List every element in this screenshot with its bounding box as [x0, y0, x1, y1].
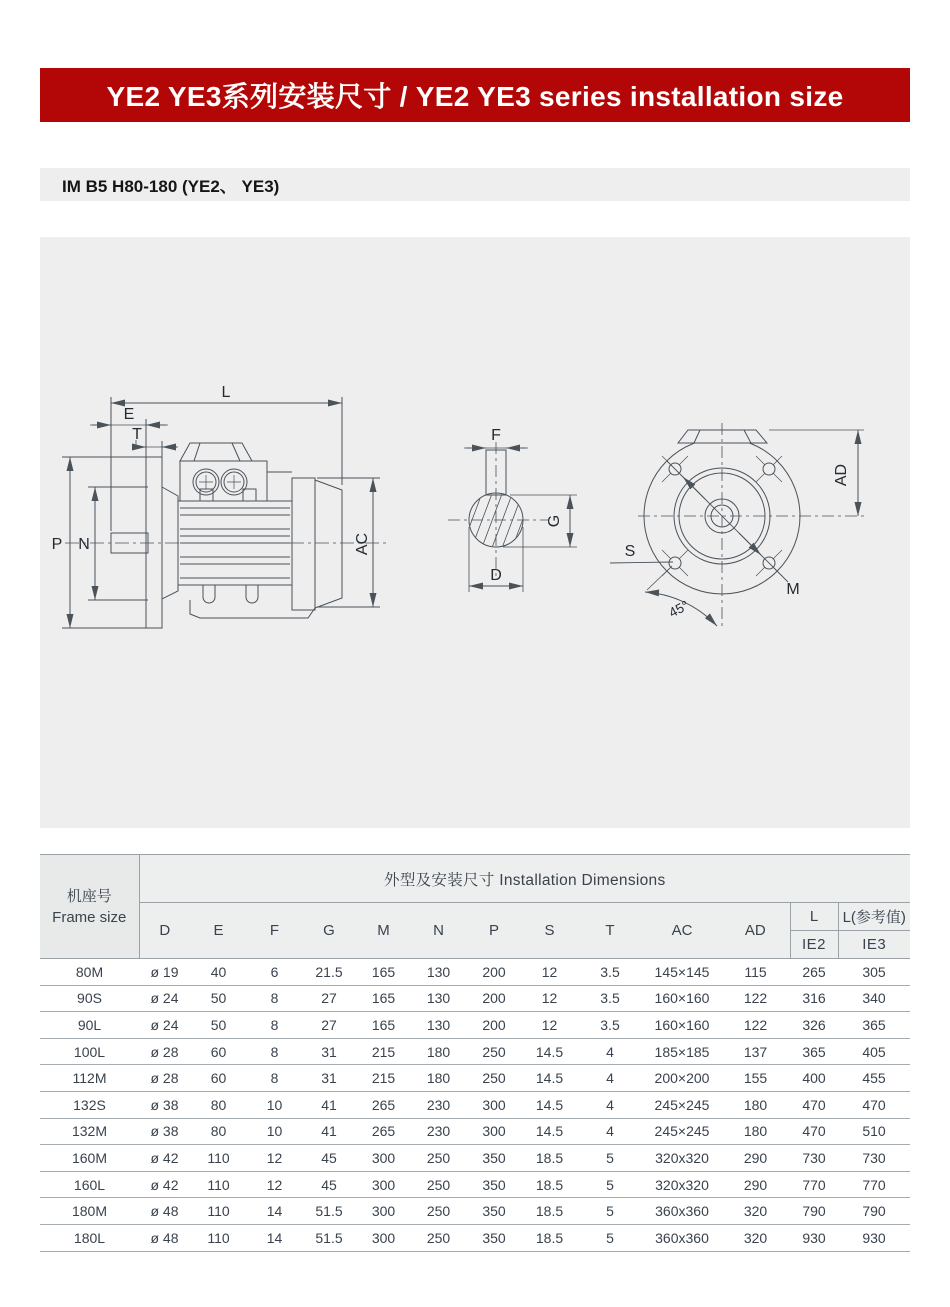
dimension-cell: ø 48 — [139, 1224, 190, 1251]
table-row — [40, 1198, 910, 1225]
frame-size-cell: 100L — [40, 1038, 139, 1065]
dim-label-E: E — [123, 406, 135, 423]
dimension-cell: 320 — [721, 1224, 790, 1251]
dimension-cell: 165 — [356, 985, 411, 1012]
dimension-cell: 10 — [247, 1118, 302, 1145]
frame-size-cell: 112M — [40, 1065, 139, 1092]
dimension-cell: 250 — [411, 1224, 466, 1251]
dimension-cell: 200 — [466, 959, 522, 986]
dimension-cell: ø 24 — [139, 1012, 190, 1039]
dimension-cell: 3.5 — [577, 1012, 643, 1039]
dimension-cell: 180 — [411, 1038, 466, 1065]
col-header-F: F — [247, 903, 302, 959]
dim-label-AC: AC — [354, 532, 371, 556]
dimension-cell: 12 — [522, 985, 577, 1012]
dimension-cell: 326 — [790, 1012, 838, 1039]
dimension-cell: 165 — [356, 1012, 411, 1039]
table-row — [40, 1118, 910, 1145]
frame-size-cell: 160L — [40, 1171, 139, 1198]
table-row — [40, 1038, 910, 1065]
installation-drawing — [40, 237, 910, 828]
dimension-cell: 45 — [302, 1145, 356, 1172]
dimension-cell: 12 — [522, 959, 577, 986]
frame-size-header — [40, 855, 139, 959]
dimension-cell: 122 — [721, 985, 790, 1012]
dimension-cell: 470 — [838, 1091, 910, 1118]
dimension-cell: 245×245 — [643, 1118, 721, 1145]
dimension-cell: 215 — [356, 1065, 411, 1092]
frame-size-cell: 132S — [40, 1091, 139, 1118]
dimension-cell: 365 — [790, 1038, 838, 1065]
dimension-cell: 230 — [411, 1118, 466, 1145]
frame-size-cell: 80M — [40, 959, 139, 986]
dimension-cell: 3.5 — [577, 959, 643, 986]
dimension-cell: 12 — [247, 1145, 302, 1172]
dimension-cell: 5 — [577, 1198, 643, 1225]
dimension-cell: 14.5 — [522, 1118, 577, 1145]
dimension-cell: 180 — [721, 1091, 790, 1118]
col-header-D: D — [139, 903, 190, 959]
dimension-cell: 12 — [247, 1171, 302, 1198]
frame-size-cell: 160M — [40, 1145, 139, 1172]
dimension-cell: ø 24 — [139, 985, 190, 1012]
dimension-cell: 300 — [356, 1145, 411, 1172]
dimension-cell: 14 — [247, 1198, 302, 1225]
dimension-cell: 130 — [411, 985, 466, 1012]
dimension-cell: 180 — [411, 1065, 466, 1092]
section-subtitle-bar — [40, 168, 910, 201]
dimension-cell: 770 — [838, 1171, 910, 1198]
dimension-cell: 5 — [577, 1171, 643, 1198]
dimension-cell: 200×200 — [643, 1065, 721, 1092]
dimension-cell: 300 — [356, 1224, 411, 1251]
dimension-cell: 790 — [790, 1198, 838, 1225]
dimension-cell: 110 — [190, 1224, 247, 1251]
frame-size-cell: 90S — [40, 985, 139, 1012]
dimension-cell: 470 — [790, 1091, 838, 1118]
dimension-cell: 50 — [190, 985, 247, 1012]
dim-label-G: G — [546, 514, 563, 528]
dimension-cell: 145×145 — [643, 959, 721, 986]
dimension-cell: 290 — [721, 1145, 790, 1172]
dimension-cell: 130 — [411, 1012, 466, 1039]
dimension-cell: ø 48 — [139, 1198, 190, 1225]
dimension-cell: 250 — [466, 1065, 522, 1092]
col-header-G: G — [302, 903, 356, 959]
col-header-E: E — [190, 903, 247, 959]
dim-label-T: T — [132, 426, 142, 443]
dimension-cell: 360x360 — [643, 1224, 721, 1251]
dimension-cell: 4 — [577, 1091, 643, 1118]
dimension-cell: 60 — [190, 1065, 247, 1092]
dimension-cell: 130 — [411, 959, 466, 986]
dimension-cell: 137 — [721, 1038, 790, 1065]
dimension-cell: 60 — [190, 1038, 247, 1065]
dimension-cell: ø 28 — [139, 1065, 190, 1092]
dimension-cell: 122 — [721, 1012, 790, 1039]
dimension-cell: 405 — [838, 1038, 910, 1065]
dimension-cell: 155 — [721, 1065, 790, 1092]
dimension-cell: 21.5 — [302, 959, 356, 986]
dimension-cell: 27 — [302, 985, 356, 1012]
table-row — [40, 1091, 910, 1118]
table-row — [40, 1224, 910, 1251]
table-row — [40, 1171, 910, 1198]
dimension-cell: 340 — [838, 985, 910, 1012]
dimension-cell: ø 38 — [139, 1091, 190, 1118]
dimension-cell: 4 — [577, 1118, 643, 1145]
dimension-cell: 31 — [302, 1065, 356, 1092]
dimension-cell: 350 — [466, 1171, 522, 1198]
dimension-cell: 110 — [190, 1145, 247, 1172]
dimension-cell: 14 — [247, 1224, 302, 1251]
installation-dimensions-header: 外型及安装尺寸 Installation Dimensions — [139, 855, 910, 903]
dim-label-S: S — [624, 543, 636, 560]
col-header-AD: AD — [721, 903, 790, 959]
dim-label-P: P — [51, 536, 63, 553]
dimension-cell: 45 — [302, 1171, 356, 1198]
dim-label-L: L — [221, 384, 231, 401]
frame-size-header-zh: 机座号 — [66, 887, 112, 905]
dimension-cell: 790 — [838, 1198, 910, 1225]
table-row — [40, 985, 910, 1012]
dimension-cell: 165 — [356, 959, 411, 986]
dimension-cell: ø 42 — [139, 1145, 190, 1172]
table-row — [40, 1145, 910, 1172]
table-row — [40, 959, 910, 986]
dimension-cell: 18.5 — [522, 1224, 577, 1251]
dimension-cell: 290 — [721, 1171, 790, 1198]
page-title-banner — [40, 68, 910, 122]
dimension-cell: 250 — [411, 1198, 466, 1225]
dimension-cell: 5 — [577, 1145, 643, 1172]
dimension-cell: 320 — [721, 1198, 790, 1225]
dimension-cell: 41 — [302, 1091, 356, 1118]
dimension-cell: 12 — [522, 1012, 577, 1039]
dimension-cell: 80 — [190, 1118, 247, 1145]
dimension-cell: 5 — [577, 1224, 643, 1251]
dimensions-table-container — [40, 854, 910, 1252]
dimension-cell: 300 — [356, 1171, 411, 1198]
dimension-cell: 200 — [466, 985, 522, 1012]
drawing-panel — [40, 237, 910, 828]
dimension-cell: 50 — [190, 1012, 247, 1039]
dimension-cell: 8 — [247, 1012, 302, 1039]
dimension-cell: 41 — [302, 1118, 356, 1145]
dimension-cell: 4 — [577, 1038, 643, 1065]
dimension-cell: 110 — [190, 1198, 247, 1225]
dimension-cell: 300 — [356, 1198, 411, 1225]
dim-label-D: D — [490, 567, 502, 584]
dimension-cell: 200 — [466, 1012, 522, 1039]
dimension-cell: 4 — [577, 1065, 643, 1092]
frame-size-cell: 132M — [40, 1118, 139, 1145]
dimension-cell: 300 — [466, 1091, 522, 1118]
dim-label-M: M — [786, 581, 800, 598]
dimension-cell: 51.5 — [302, 1224, 356, 1251]
table-body — [40, 959, 910, 1252]
dimension-cell: 215 — [356, 1038, 411, 1065]
dimension-cell: ø 42 — [139, 1171, 190, 1198]
section-subtitle: IM B5 H80-180 (YE2、 YE3) — [62, 177, 280, 196]
frame-size-header-en: Frame size — [52, 908, 127, 926]
dimension-cell: 350 — [466, 1198, 522, 1225]
dimension-cell: 770 — [790, 1171, 838, 1198]
dimension-cell: 3.5 — [577, 985, 643, 1012]
dim-label-45deg: 45° — [666, 597, 692, 621]
dimension-cell: 930 — [790, 1224, 838, 1251]
flange-view-drawing — [610, 423, 866, 630]
dimension-cell: 31 — [302, 1038, 356, 1065]
col-header-S: S — [522, 903, 577, 959]
dimension-cell: 470 — [790, 1118, 838, 1145]
dimension-cell: 14.5 — [522, 1091, 577, 1118]
col-header-M: M — [356, 903, 411, 959]
dimension-cell: 8 — [247, 1038, 302, 1065]
dimension-cell: 160×160 — [643, 985, 721, 1012]
dimension-cell: 230 — [411, 1091, 466, 1118]
dimension-cell: 245×245 — [643, 1091, 721, 1118]
dimension-cell: 27 — [302, 1012, 356, 1039]
dimension-cell: 160×160 — [643, 1012, 721, 1039]
dimension-cell: ø 38 — [139, 1118, 190, 1145]
dim-label-N: N — [78, 536, 90, 553]
dimension-cell: 8 — [247, 1065, 302, 1092]
frame-size-cell: 90L — [40, 1012, 139, 1039]
dimension-cell: 115 — [721, 959, 790, 986]
dimension-cell: 14.5 — [522, 1065, 577, 1092]
dimension-cell: 80 — [190, 1091, 247, 1118]
table-row — [40, 1065, 910, 1092]
dimension-cell: 350 — [466, 1224, 522, 1251]
dimension-cell: 320x320 — [643, 1145, 721, 1172]
dimension-cell: 930 — [838, 1224, 910, 1251]
dimension-cell: 250 — [466, 1038, 522, 1065]
col-header-L: L — [790, 903, 838, 931]
dimension-cell: 18.5 — [522, 1198, 577, 1225]
dimensions-table — [40, 854, 910, 1252]
dimension-cell: 305 — [838, 959, 910, 986]
col-header-AC: AC — [643, 903, 721, 959]
dimension-cell: 110 — [190, 1171, 247, 1198]
col-header-IE2: IE2 — [790, 931, 838, 959]
frame-size-cell: 180M — [40, 1198, 139, 1225]
dimension-cell: 265 — [790, 959, 838, 986]
frame-size-cell: 180L — [40, 1224, 139, 1251]
dimension-cell: 180 — [721, 1118, 790, 1145]
dimension-cell: 455 — [838, 1065, 910, 1092]
dimension-cell: 400 — [790, 1065, 838, 1092]
dimension-cell: 350 — [466, 1145, 522, 1172]
dimension-cell: ø 19 — [139, 959, 190, 986]
col-header-N: N — [411, 903, 466, 959]
dimension-cell: 185×185 — [643, 1038, 721, 1065]
col-header-IE3: IE3 — [838, 931, 910, 959]
dimension-cell: 510 — [838, 1118, 910, 1145]
dimension-cell: 300 — [466, 1118, 522, 1145]
dimension-cell: 18.5 — [522, 1171, 577, 1198]
dimension-cell: 730 — [838, 1145, 910, 1172]
dimension-cell: 265 — [356, 1091, 411, 1118]
side-view-drawing — [62, 397, 388, 628]
col-header-L-ref: L(参考值) — [838, 903, 910, 931]
dimension-cell: 320x320 — [643, 1171, 721, 1198]
dimension-cell: 250 — [411, 1171, 466, 1198]
dimension-cell: 6 — [247, 959, 302, 986]
dimension-cell: 250 — [411, 1145, 466, 1172]
dimension-cell: 360x360 — [643, 1198, 721, 1225]
dimension-cell: 316 — [790, 985, 838, 1012]
dimension-cell: 51.5 — [302, 1198, 356, 1225]
dimension-cell: 18.5 — [522, 1145, 577, 1172]
dimension-cell: ø 28 — [139, 1038, 190, 1065]
table-row — [40, 1012, 910, 1039]
col-header-P: P — [466, 903, 522, 959]
dimension-cell: 40 — [190, 959, 247, 986]
dimension-cell: 10 — [247, 1091, 302, 1118]
col-header-T: T — [577, 903, 643, 959]
dimension-cell: 14.5 — [522, 1038, 577, 1065]
dimension-cell: 730 — [790, 1145, 838, 1172]
page-title: YE2 YE3系列安装尺寸 / YE2 YE3 series installation size — [106, 81, 844, 112]
dimension-cell: 265 — [356, 1118, 411, 1145]
dimension-cell: 365 — [838, 1012, 910, 1039]
dim-label-F: F — [491, 427, 501, 444]
dimension-cell: 8 — [247, 985, 302, 1012]
dim-label-AD: AD — [833, 463, 850, 487]
